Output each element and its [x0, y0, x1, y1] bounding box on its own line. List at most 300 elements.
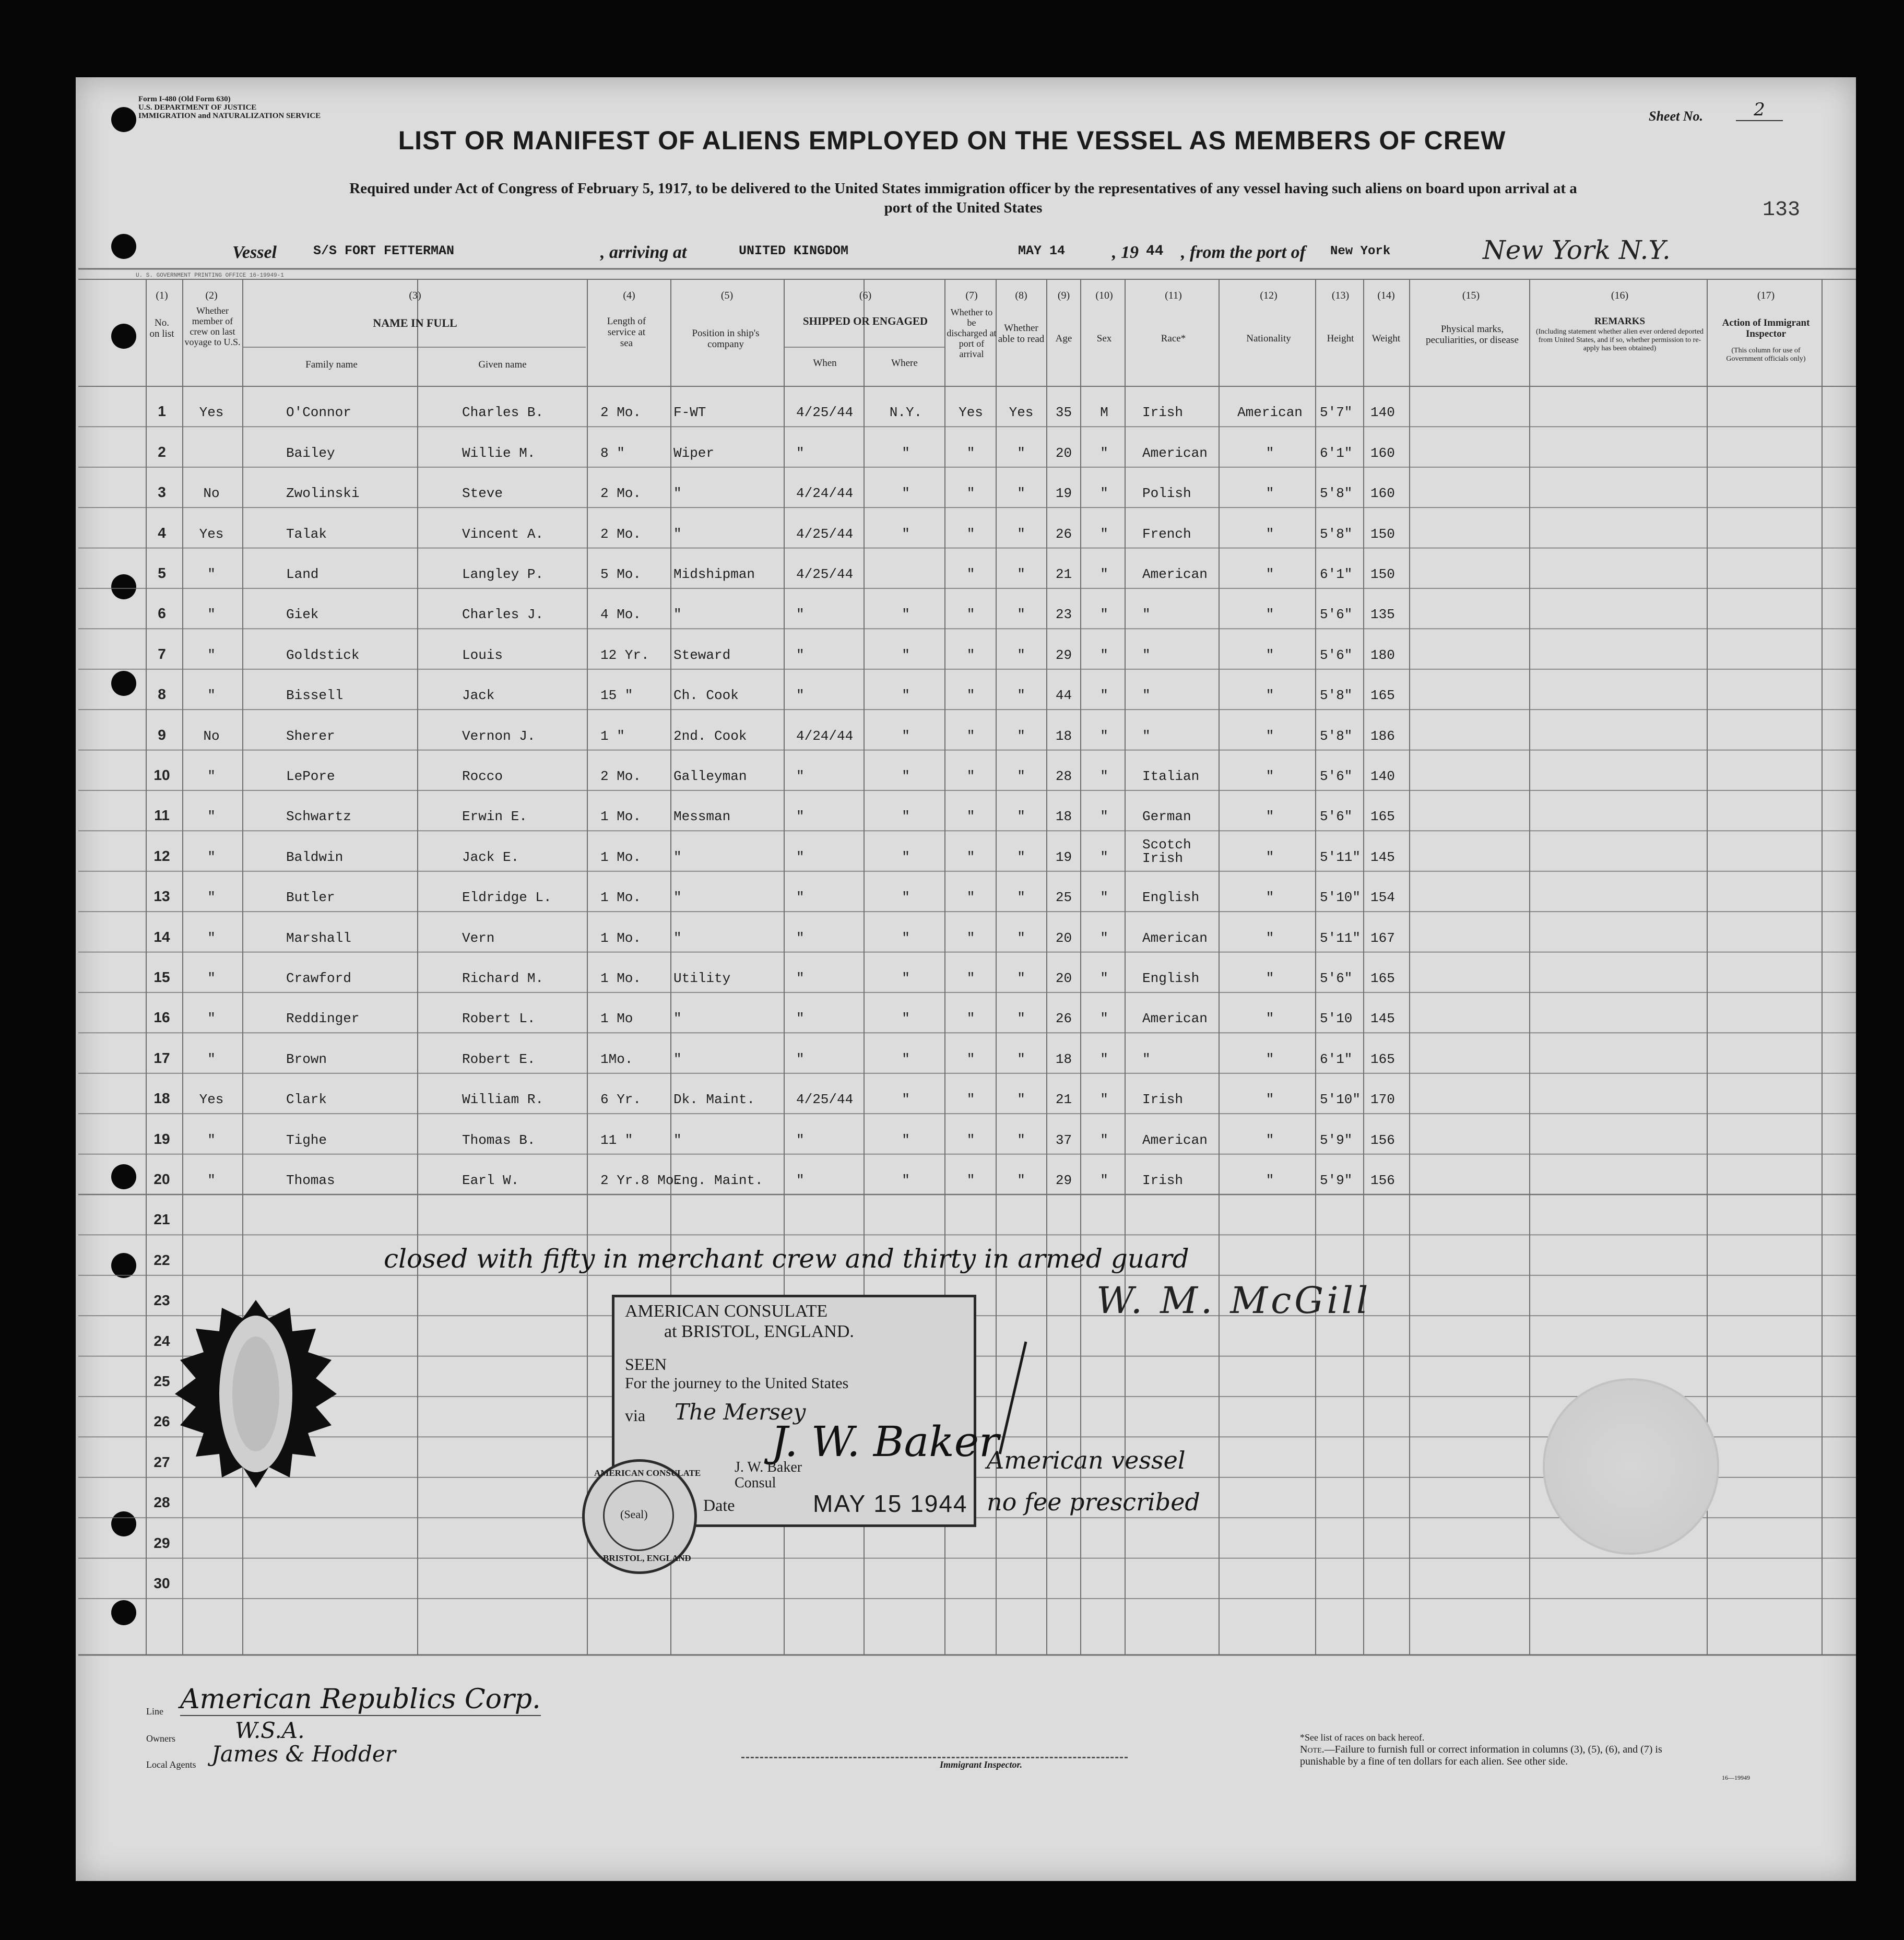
- vessel-name: S/S FORT FETTERMAN: [313, 243, 455, 258]
- cell-nationality: ": [1266, 768, 1274, 784]
- cell-when: ": [796, 809, 805, 825]
- row-number: 13: [153, 888, 170, 905]
- arriving-label: , arriving at: [600, 243, 687, 262]
- cell-given: Langley P.: [462, 566, 544, 582]
- cell-read: ": [1017, 890, 1025, 906]
- cell-when: ": [796, 849, 805, 865]
- cell-where: ": [902, 1132, 910, 1148]
- cell-nationality: ": [1266, 1132, 1274, 1148]
- footer-owners-label: Owners: [146, 1733, 175, 1744]
- cell-height: 5'6": [1320, 607, 1353, 623]
- cell-last: No: [203, 728, 220, 744]
- cell-service: 1 Mo.: [600, 809, 642, 825]
- cell-discharge: ": [966, 688, 975, 704]
- department: U.S. DEPARTMENT OF JUSTICE: [138, 103, 257, 112]
- cell-nationality: ": [1266, 1092, 1274, 1108]
- cell-weight: 150: [1370, 526, 1395, 542]
- cell-last: ": [207, 1011, 216, 1027]
- cell-service: 2 Mo.: [600, 405, 642, 421]
- cell-discharge: ": [966, 647, 975, 663]
- cell-race: Italian: [1142, 768, 1200, 784]
- arriving-port: UNITED KINGDOM: [739, 243, 849, 258]
- from-port-label: , from the port of: [1181, 243, 1306, 262]
- cell-family: Marshall: [286, 930, 351, 946]
- cell-discharge: ": [966, 486, 975, 502]
- cell-race: ": [1142, 728, 1151, 744]
- cell-read: ": [1017, 1011, 1025, 1027]
- cell-sex: ": [1100, 1051, 1108, 1067]
- cell-when: ": [796, 607, 805, 623]
- col-header-read: Whether able to read: [998, 323, 1045, 345]
- cell-race: American: [1142, 566, 1208, 582]
- cell-last: ": [207, 768, 216, 784]
- col-header-no: No. on list: [149, 317, 174, 339]
- cell-nationality: ": [1266, 728, 1274, 744]
- col-num-17: (17): [1757, 290, 1775, 301]
- row-number: 22: [153, 1251, 170, 1268]
- cell-sex: ": [1100, 445, 1108, 461]
- cell-sex: ": [1100, 1173, 1108, 1188]
- cell-position: ": [673, 890, 682, 906]
- col-header-physical-marks: Physical marks, peculiarities, or disease: [1426, 324, 1519, 346]
- cell-family: Brown: [286, 1051, 327, 1067]
- row-number: 30: [153, 1575, 170, 1591]
- col-num-1: (1): [156, 290, 168, 301]
- stamp-date-label: Date: [703, 1496, 735, 1515]
- cell-discharge: ": [966, 971, 975, 986]
- cell-family: O'Connor: [286, 405, 351, 421]
- cell-age: 20: [1055, 445, 1072, 461]
- row-number: 14: [153, 928, 170, 945]
- cell-where: ": [902, 1092, 910, 1108]
- cell-position: Midshipman: [673, 566, 755, 582]
- col-header-race: Race*: [1161, 333, 1186, 344]
- stamp-line2: at BRISTOL, ENGLAND.: [664, 1322, 854, 1341]
- cell-given: Earl W.: [462, 1173, 519, 1188]
- cell-last: ": [207, 849, 216, 865]
- stamp-line1: AMERICAN CONSULATE: [625, 1302, 828, 1321]
- from-port: New York: [1330, 244, 1391, 258]
- cell-race: ": [1142, 688, 1151, 704]
- cell-given: Steve: [462, 486, 503, 502]
- cell-age: 44: [1055, 688, 1072, 704]
- cell-last: ": [207, 1051, 216, 1067]
- cell-sex: ": [1100, 647, 1108, 663]
- cell-nationality: ": [1266, 971, 1274, 986]
- cell-given: Richard M.: [462, 971, 544, 986]
- cell-race: ": [1142, 1051, 1151, 1067]
- cell-service: 1 Mo.: [600, 849, 642, 865]
- cell-where: ": [902, 1011, 910, 1027]
- cell-sex: ": [1100, 486, 1108, 502]
- cell-weight: 165: [1370, 971, 1395, 986]
- cell-last: ": [207, 607, 216, 623]
- cell-position: Utility: [673, 971, 731, 986]
- vessel-note-line1: American vessel: [987, 1446, 1186, 1474]
- col-header-where: Where: [891, 358, 918, 369]
- cell-nationality: ": [1266, 445, 1274, 461]
- cell-sex: ": [1100, 768, 1108, 784]
- col-num-15: (15): [1462, 290, 1480, 301]
- cell-given: Charles B.: [462, 405, 544, 421]
- cell-last: ": [207, 809, 216, 825]
- row-number: 1: [158, 403, 166, 420]
- cell-nationality: American: [1237, 405, 1303, 421]
- cell-family: Clark: [286, 1092, 327, 1108]
- cell-discharge: ": [966, 526, 975, 542]
- cell-last: ": [207, 688, 216, 704]
- cell-last: ": [207, 566, 216, 582]
- cell-discharge: ": [966, 728, 975, 744]
- cell-read: ": [1017, 1132, 1025, 1148]
- cell-where: ": [902, 768, 910, 784]
- round-seal-center: (Seal): [620, 1508, 648, 1521]
- row-number: 18: [153, 1090, 170, 1107]
- row-number: 24: [153, 1332, 170, 1349]
- cell-weight: 154: [1370, 890, 1395, 906]
- row-number: 26: [153, 1413, 170, 1430]
- cell-when: 4/24/44: [796, 728, 854, 744]
- cell-discharge: ": [966, 849, 975, 865]
- cell-race: ": [1142, 647, 1151, 663]
- round-seal-bottom: BRISTOL, ENGLAND: [603, 1553, 691, 1563]
- cell-age: 20: [1055, 930, 1072, 946]
- cell-discharge: ": [966, 768, 975, 784]
- cell-family: LePore: [286, 768, 335, 784]
- cell-read: ": [1017, 971, 1025, 986]
- cell-where: ": [902, 728, 910, 744]
- cell-age: 21: [1055, 1092, 1072, 1108]
- cell-discharge: ": [966, 445, 975, 461]
- inspector-line: [741, 1757, 1128, 1758]
- inspector-label: Immigrant Inspector.: [940, 1759, 1023, 1770]
- cell-sex: ": [1100, 971, 1108, 986]
- cell-age: 18: [1055, 728, 1072, 744]
- row-number: 29: [153, 1534, 170, 1551]
- cell-given: Jack E.: [462, 849, 519, 865]
- cell-weight: 150: [1370, 566, 1395, 582]
- cell-age: 28: [1055, 768, 1072, 784]
- cell-position: ": [673, 1011, 682, 1027]
- cell-weight: 186: [1370, 728, 1395, 744]
- row-number: 10: [153, 767, 170, 783]
- cell-position: Galleyman: [673, 768, 747, 784]
- row-number: 25: [153, 1373, 170, 1389]
- cell-read: ": [1017, 849, 1025, 865]
- footer-line-value: American Republics Corp.: [180, 1684, 541, 1715]
- cell-where: ": [902, 486, 910, 502]
- row-number: 27: [153, 1453, 170, 1470]
- cell-when: ": [796, 1051, 805, 1067]
- note-label: Note.: [1300, 1744, 1324, 1755]
- cell-read: ": [1017, 1173, 1025, 1188]
- cell-weight: 170: [1370, 1092, 1395, 1108]
- cell-where: ": [902, 445, 910, 461]
- cell-given: Erwin E.: [462, 809, 527, 825]
- col-header-height: Height: [1327, 333, 1354, 344]
- cell-height: 5'8": [1320, 486, 1353, 502]
- cell-read: ": [1017, 607, 1025, 623]
- cell-race: German: [1142, 809, 1191, 825]
- cell-nationality: ": [1266, 809, 1274, 825]
- form-title: LIST OR MANIFEST OF ALIENS EMPLOYED ON THE VESSEL AS MEMBERS OF CREW: [398, 126, 1506, 155]
- col-header-when: When: [813, 358, 837, 369]
- cell-height: 5'7": [1320, 405, 1353, 421]
- cell-weight: 180: [1370, 647, 1395, 663]
- footer-line-label: Line: [146, 1706, 163, 1717]
- col-num-9: (9): [1057, 290, 1070, 301]
- cell-when: ": [796, 930, 805, 946]
- cell-race: American: [1142, 445, 1208, 461]
- year-prefix: , 19: [1112, 243, 1139, 262]
- cell-family: Bailey: [286, 445, 335, 461]
- subtitle-line1: Required under Act of Congress of February 5, 1917, to be delivered to the United States immigration officer by the representatives of any vessel having such aliens on board upon arrival at a: [349, 180, 1577, 197]
- stamp-via-label: via: [625, 1406, 646, 1425]
- row-number: 4: [158, 524, 166, 541]
- cell-height: 5'8": [1320, 728, 1353, 744]
- cell-read: ": [1017, 930, 1025, 946]
- form-number: Form I-480 (Old Form 630): [138, 95, 231, 103]
- cell-nationality: ": [1266, 930, 1274, 946]
- cell-age: 37: [1055, 1132, 1072, 1148]
- cell-discharge: ": [966, 607, 975, 623]
- cell-service: 1 ": [600, 728, 625, 744]
- cell-height: 5'10: [1320, 1011, 1353, 1027]
- cell-weight: 160: [1370, 486, 1395, 502]
- arrival-date: MAY 14: [1018, 243, 1066, 258]
- cell-position: F-WT: [673, 405, 706, 421]
- cell-last: ": [207, 890, 216, 906]
- cell-given: Thomas B.: [462, 1132, 536, 1148]
- cell-position: ": [673, 1051, 682, 1067]
- cell-age: 23: [1055, 607, 1072, 623]
- cell-family: Schwartz: [286, 809, 351, 825]
- cell-last: ": [207, 1132, 216, 1148]
- sheet-no-label: Sheet No.: [1649, 109, 1703, 124]
- col-header-weight: Weight: [1371, 333, 1401, 344]
- cell-given: Vernon J.: [462, 728, 536, 744]
- form-code: 16—19949: [1722, 1774, 1750, 1781]
- cell-nationality: ": [1266, 486, 1274, 502]
- cell-weight: 145: [1370, 1011, 1395, 1027]
- cell-height: 5'6": [1320, 971, 1353, 986]
- cell-weight: 140: [1370, 768, 1395, 784]
- cell-sex: ": [1100, 930, 1108, 946]
- col-num-7: (7): [965, 290, 978, 301]
- col-num-5: (5): [720, 290, 734, 301]
- cell-race: Polish: [1142, 486, 1191, 502]
- cell-position: ": [673, 849, 682, 865]
- cell-family: Goldstick: [286, 647, 360, 663]
- col-header-sex: Sex: [1096, 333, 1112, 344]
- cell-last: Yes: [199, 1092, 224, 1108]
- cell-last: ": [207, 971, 216, 986]
- cell-discharge: ": [966, 1092, 975, 1108]
- cell-service: 2 Mo.: [600, 768, 642, 784]
- cell-race: Irish: [1142, 1173, 1184, 1188]
- col-num-10: (10): [1095, 290, 1113, 301]
- cell-race: English: [1142, 890, 1200, 906]
- row-number: 2: [158, 443, 166, 460]
- cell-sex: ": [1100, 809, 1108, 825]
- cell-given: Rocco: [462, 768, 503, 784]
- cell-where: N.Y.: [889, 405, 923, 421]
- col-num-14: (14): [1377, 290, 1395, 301]
- vessel-note-line2: no fee prescribed: [987, 1488, 1200, 1516]
- cell-when: ": [796, 647, 805, 663]
- cell-nationality: ": [1266, 566, 1274, 582]
- cell-position: Eng. Maint.: [673, 1173, 763, 1188]
- cell-age: 29: [1055, 647, 1072, 663]
- cell-where: ": [902, 971, 910, 986]
- cell-when: ": [796, 971, 805, 986]
- cell-position: ": [673, 1132, 682, 1148]
- cell-nationality: ": [1266, 1011, 1274, 1027]
- cell-age: 29: [1055, 1173, 1072, 1188]
- cell-where: ": [902, 526, 910, 542]
- cell-sex: ": [1100, 566, 1108, 582]
- cell-when: ": [796, 1173, 805, 1188]
- cell-when: ": [796, 768, 805, 784]
- cell-weight: 156: [1370, 1173, 1395, 1188]
- footer-agents-label: Local Agents: [146, 1759, 196, 1770]
- cell-sex: ": [1100, 849, 1108, 865]
- cell-service: 1 Mo.: [600, 930, 642, 946]
- cell-service: 8 ": [600, 445, 625, 461]
- cell-race: American: [1142, 930, 1208, 946]
- cell-age: 26: [1055, 1011, 1072, 1027]
- col-num-3: (3): [409, 290, 421, 301]
- cell-height: 5'9": [1320, 1173, 1353, 1188]
- cell-weight: 167: [1370, 930, 1395, 946]
- cell-read: ": [1017, 1051, 1025, 1067]
- vessel-label: Vessel: [232, 243, 277, 262]
- cell-service: 6 Yr.: [600, 1092, 642, 1108]
- from-port-handwritten: New York N.Y.: [1483, 235, 1671, 265]
- cell-family: Reddinger: [286, 1011, 360, 1027]
- cell-position: Ch. Cook: [673, 688, 739, 704]
- cell-when: ": [796, 445, 805, 461]
- cell-where: ": [902, 1051, 910, 1067]
- cell-last: Yes: [199, 526, 224, 542]
- cell-read: ": [1017, 526, 1025, 542]
- cell-when: 4/25/44: [796, 1092, 854, 1108]
- row-number: 20: [153, 1171, 170, 1187]
- stamp-seen: SEEN: [625, 1355, 667, 1374]
- page-number: 133: [1763, 198, 1801, 222]
- cell-discharge: ": [966, 566, 975, 582]
- notarial-seal-icon: [164, 1295, 347, 1504]
- cell-sex: ": [1100, 1092, 1108, 1108]
- closing-note: closed with fifty in merchant crew and thirty in armed guard: [384, 1244, 1189, 1274]
- col-header-action: Action of Immigrant Inspector: [1722, 317, 1810, 339]
- cell-read: ": [1017, 566, 1025, 582]
- col-header-name: NAME IN FULL: [373, 316, 457, 329]
- row-number: 16: [153, 1009, 170, 1026]
- cell-age: 25: [1055, 890, 1072, 906]
- col-num-2: (2): [205, 290, 218, 301]
- cell-height: 5'10": [1320, 890, 1361, 906]
- cell-discharge: ": [966, 1173, 975, 1188]
- col-header-remarks: REMARKS: [1594, 316, 1646, 327]
- cell-service: 2 Yr.8 Mo.: [600, 1173, 682, 1188]
- cell-service: 1Mo.: [600, 1051, 633, 1067]
- cell-last: ": [207, 1173, 216, 1188]
- cell-discharge: ": [966, 930, 975, 946]
- cell-height: 6'1": [1320, 445, 1353, 461]
- stamp-consul-name: J. W. Baker: [735, 1459, 802, 1475]
- cell-where: ": [902, 809, 910, 825]
- cell-race: American: [1142, 1132, 1208, 1148]
- cell-given: Willie M.: [462, 445, 536, 461]
- cell-given: Robert L.: [462, 1011, 536, 1027]
- cell-when: ": [796, 1132, 805, 1148]
- cell-position: ": [673, 486, 682, 502]
- cell-sex: ": [1100, 526, 1108, 542]
- cell-position: Messman: [673, 809, 731, 825]
- cell-family: Zwolinski: [286, 486, 360, 502]
- cell-read: ": [1017, 688, 1025, 704]
- cell-position: ": [673, 930, 682, 946]
- col-num-13: (13): [1331, 290, 1350, 301]
- cell-race: English: [1142, 971, 1200, 986]
- cell-family: Thomas: [286, 1173, 335, 1188]
- cell-when: ": [796, 890, 805, 906]
- cell-discharge: ": [966, 1051, 975, 1067]
- row-number: 19: [153, 1130, 170, 1147]
- cell-height: 5'9": [1320, 1132, 1353, 1148]
- cell-given: Eldridge L.: [462, 890, 552, 906]
- cell-weight: 165: [1370, 809, 1395, 825]
- row-number: 17: [153, 1049, 170, 1066]
- cell-height: 6'1": [1320, 566, 1353, 582]
- stamp-journey: For the journey to the United States: [625, 1375, 849, 1392]
- cell-sex: M: [1100, 405, 1108, 421]
- row-number: 12: [153, 847, 170, 864]
- cell-age: 19: [1055, 486, 1072, 502]
- cell-weight: 135: [1370, 607, 1395, 623]
- cell-nationality: ": [1266, 526, 1274, 542]
- cell-nationality: ": [1266, 688, 1274, 704]
- col-header-family: Family name: [305, 359, 358, 370]
- cell-family: Crawford: [286, 971, 351, 986]
- cell-last: ": [207, 930, 216, 946]
- cell-service: 2 Mo.: [600, 526, 642, 542]
- cell-where: ": [902, 688, 910, 704]
- cell-read: ": [1017, 728, 1025, 744]
- footer-agents-value: James & Hodder: [211, 1741, 396, 1767]
- cell-given: Vern: [462, 930, 495, 946]
- row-number: 28: [153, 1494, 170, 1511]
- cell-position: ": [673, 607, 682, 623]
- cell-family: Tighe: [286, 1132, 327, 1148]
- arrival-year: 44: [1146, 243, 1164, 259]
- cell-where: ": [902, 930, 910, 946]
- cell-nationality: ": [1266, 607, 1274, 623]
- cell-discharge: ": [966, 1011, 975, 1027]
- stamp-via-value: The Mersey: [675, 1399, 806, 1425]
- cell-race: Irish: [1142, 405, 1184, 421]
- cell-height: 5'11": [1320, 849, 1361, 865]
- footer-owners-value: W.S.A.: [235, 1718, 305, 1743]
- cell-service: 1 Mo: [600, 1011, 633, 1027]
- cell-when: 4/25/44: [796, 566, 854, 582]
- cell-discharge: ": [966, 809, 975, 825]
- cell-last: Yes: [199, 405, 224, 421]
- cell-race: Irish: [1142, 1092, 1184, 1108]
- cell-family: Butler: [286, 890, 335, 906]
- cell-given: Jack: [462, 688, 495, 704]
